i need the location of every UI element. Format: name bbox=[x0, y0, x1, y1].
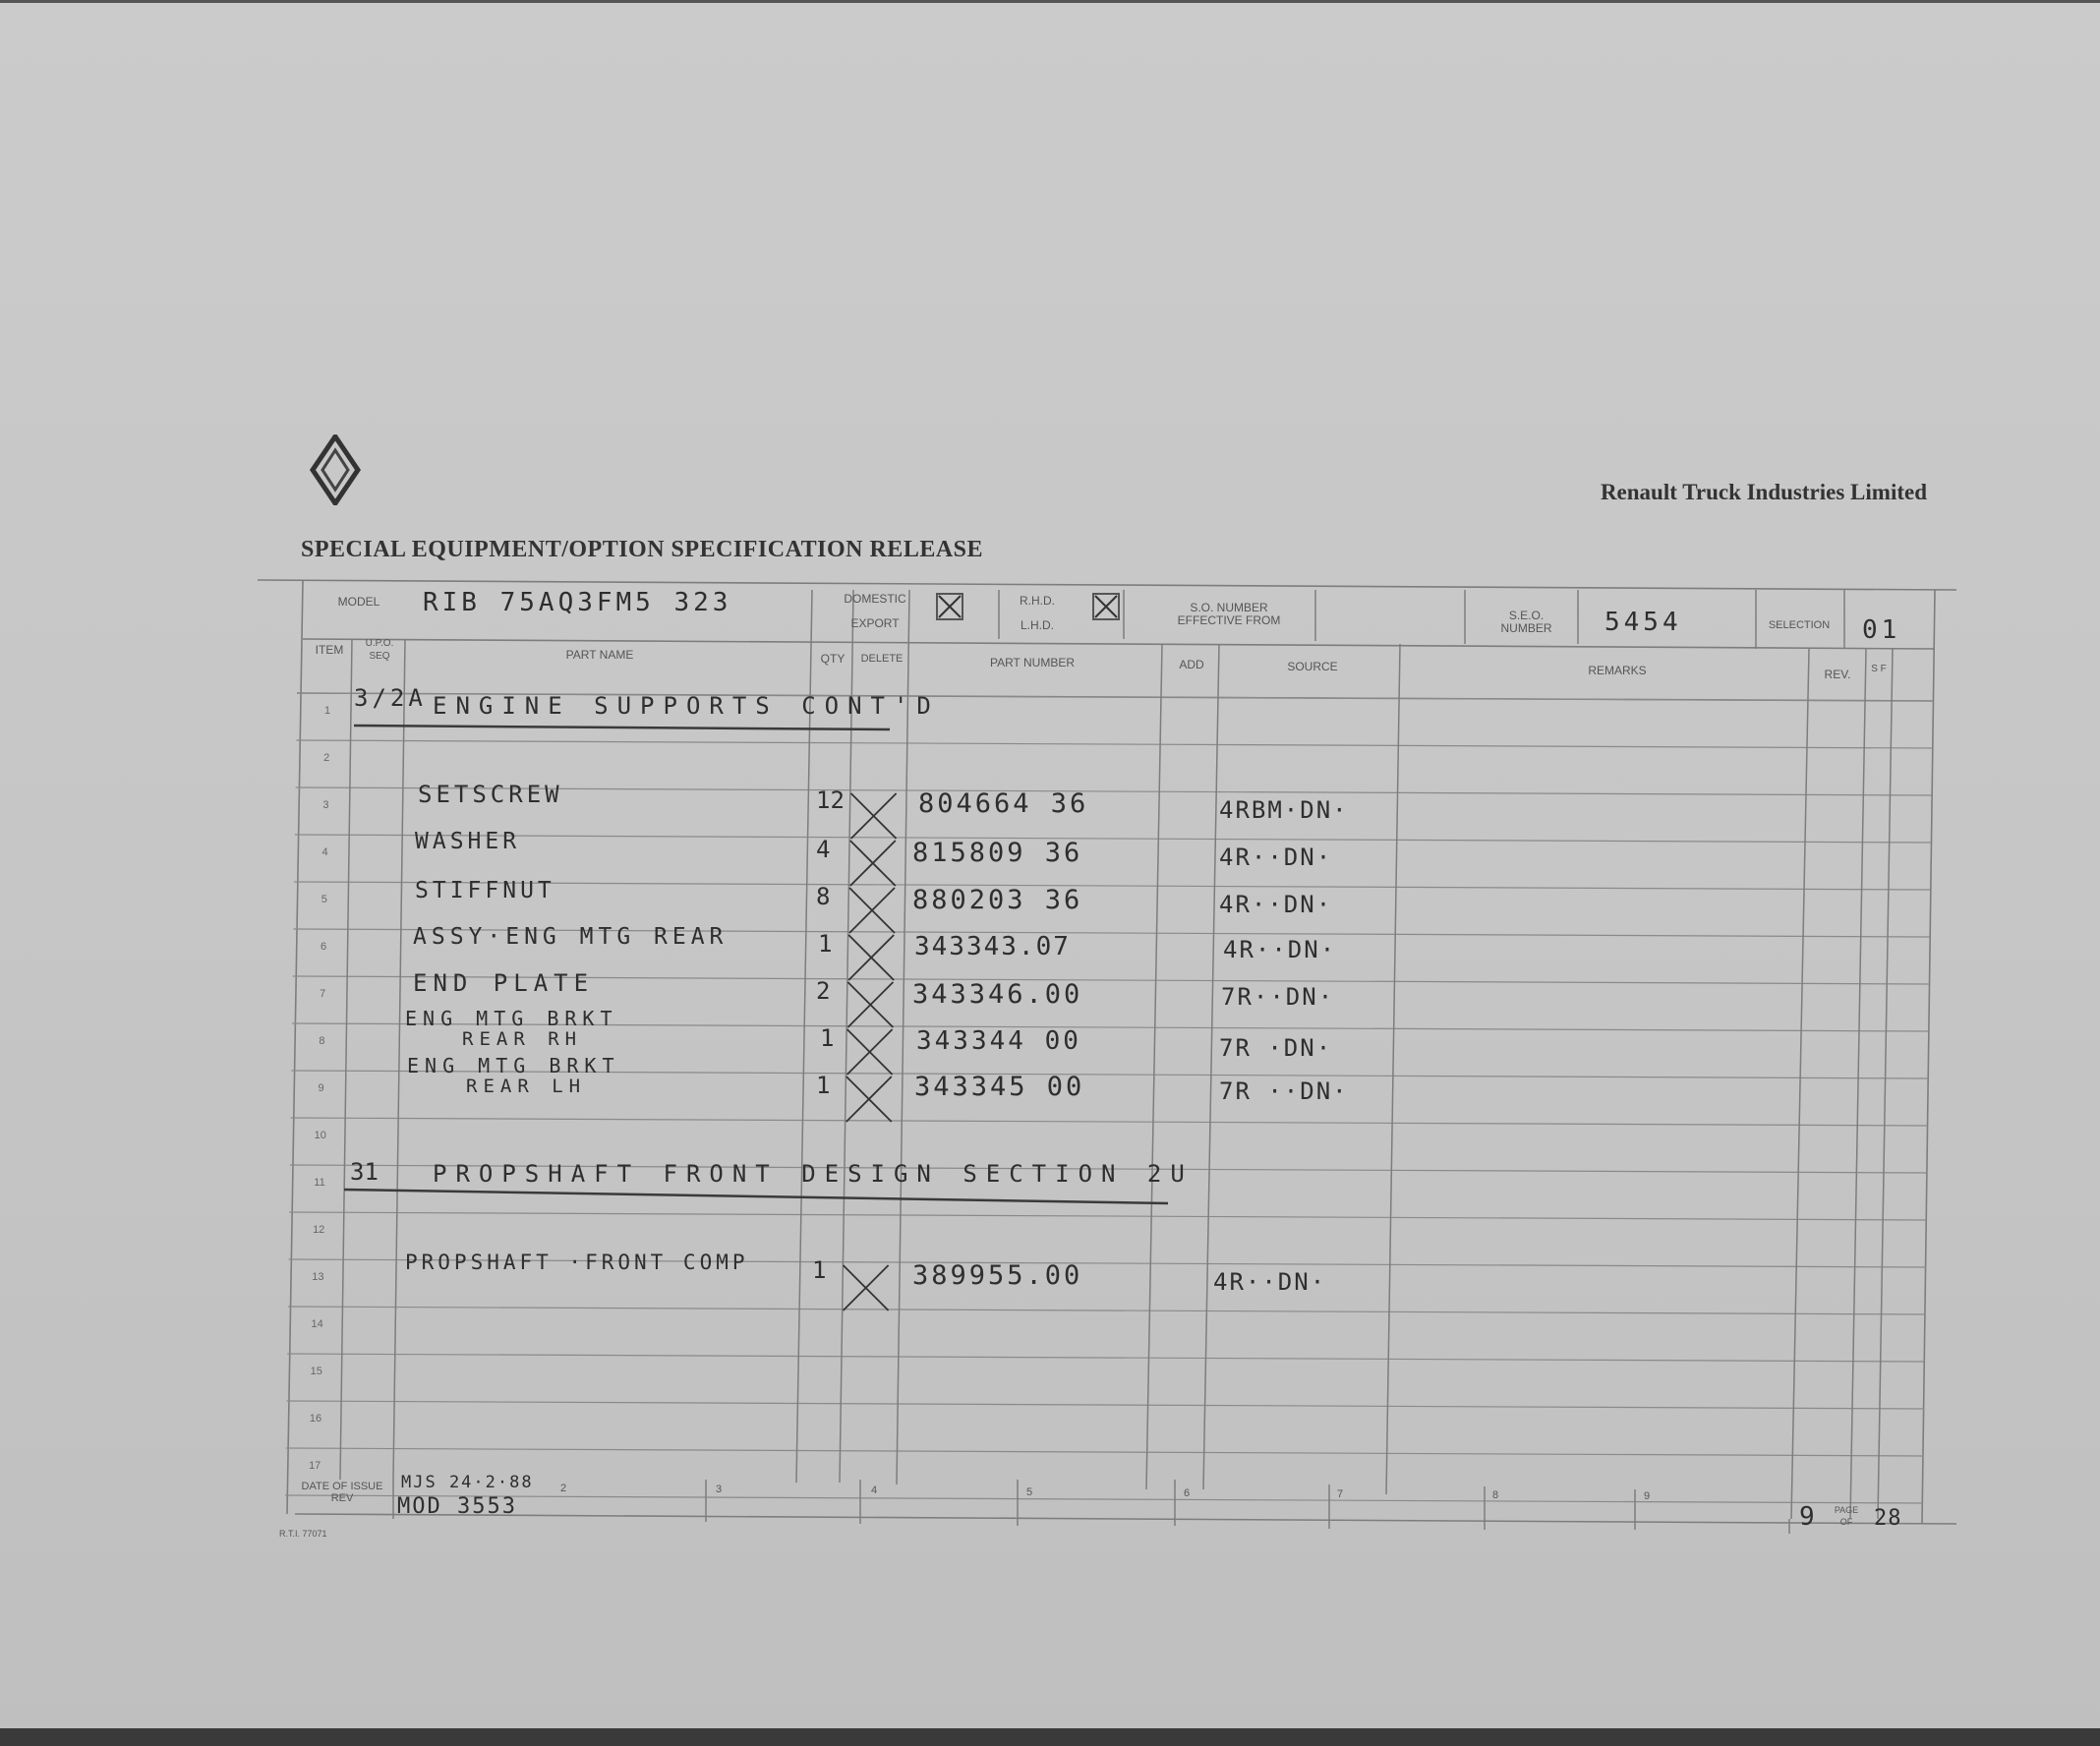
col-upo-seq: U.P.O. SEQ bbox=[365, 638, 394, 662]
seo-number-label: S.E.O. NUMBER bbox=[1500, 609, 1552, 635]
rev-slot-number: 8 bbox=[1491, 1489, 1499, 1502]
row-line bbox=[289, 1212, 1926, 1220]
row-9-source[interactable]: 7R ··DN· bbox=[1219, 1077, 1349, 1105]
rhd-label: R.H.D. bbox=[1020, 594, 1055, 608]
row-line bbox=[291, 1118, 1928, 1126]
row-number: 15 bbox=[310, 1366, 322, 1377]
row-number: 17 bbox=[309, 1460, 321, 1472]
export-label: EXPORT bbox=[850, 616, 900, 630]
row-line bbox=[287, 1401, 1925, 1409]
row-13-number[interactable]: 389955.00 bbox=[912, 1260, 1083, 1291]
row-6-number[interactable]: 343343.07 bbox=[914, 932, 1071, 961]
row-13-part[interactable]: PROPSHAFT ·FRONT COMP bbox=[405, 1251, 749, 1274]
row-1-seq[interactable]: 3/2A bbox=[354, 684, 427, 712]
row-number: 4 bbox=[321, 846, 328, 858]
company-name: Renault Truck Industries Limited bbox=[1600, 480, 1927, 504]
model-value[interactable]: RIB 75AQ3FM5 323 bbox=[423, 588, 732, 617]
lhd-label: L.H.D. bbox=[1020, 618, 1054, 632]
date-value[interactable]: MJS 24·2·88 bbox=[401, 1473, 534, 1492]
col-add: ADD bbox=[1179, 658, 1204, 671]
row-number: 14 bbox=[311, 1318, 323, 1330]
selection-label: SELECTION bbox=[1768, 619, 1831, 631]
page-total[interactable]: 28 bbox=[1874, 1506, 1902, 1531]
row-number: 5 bbox=[321, 894, 327, 905]
row-1-part[interactable]: ENGINE SUPPORTS CONT'D bbox=[433, 692, 940, 720]
domestic-label: DOMESTIC bbox=[844, 592, 906, 606]
so-number-label: S.O. NUMBER EFFECTIVE FROM bbox=[1177, 601, 1281, 627]
row-5-qty[interactable]: 8 bbox=[816, 883, 831, 910]
row-line bbox=[296, 740, 1932, 748]
row-3-source[interactable]: 4RBM·DN· bbox=[1219, 796, 1349, 824]
page-of-label: PAGE OF bbox=[1834, 1505, 1859, 1527]
col-part-name: PART NAME bbox=[565, 648, 634, 662]
rev-slot-number: 9 bbox=[1643, 1490, 1651, 1503]
row-number: 10 bbox=[314, 1130, 326, 1141]
col-item: ITEM bbox=[315, 643, 344, 657]
col-qty: QTY bbox=[820, 652, 846, 666]
row-7-number[interactable]: 343346.00 bbox=[912, 979, 1083, 1010]
row-8-source[interactable]: 7R ·DN· bbox=[1219, 1034, 1333, 1062]
selection-value[interactable]: 01 bbox=[1862, 615, 1901, 645]
row-line bbox=[295, 835, 1931, 843]
row-3-number[interactable]: 804664 36 bbox=[918, 788, 1089, 819]
row-4-part[interactable]: WASHER bbox=[415, 829, 521, 854]
row-number: 6 bbox=[320, 941, 327, 953]
row-7-part[interactable]: END PLATE bbox=[413, 969, 595, 997]
rev-slot-number: 7 bbox=[1336, 1488, 1344, 1500]
row-line bbox=[286, 1448, 1924, 1456]
row-8-part2[interactable]: REAR RH bbox=[462, 1028, 583, 1050]
row-3-part[interactable]: SETSCREW bbox=[418, 781, 563, 808]
row-7-qty[interactable]: 2 bbox=[816, 977, 831, 1005]
mod-value[interactable]: MOD 3553 bbox=[397, 1494, 517, 1519]
row-line bbox=[287, 1354, 1924, 1362]
seo-number-value[interactable]: 5454 bbox=[1604, 608, 1682, 637]
row-5-source[interactable]: 4R··DN· bbox=[1219, 891, 1333, 918]
row-9-part[interactable]: ENG MTG BRKT bbox=[407, 1054, 620, 1077]
row-6-source[interactable]: 4R··DN· bbox=[1223, 936, 1337, 963]
rev-slot-number: 3 bbox=[715, 1484, 723, 1496]
col-rev: REV. bbox=[1824, 668, 1851, 681]
row-9-qty[interactable]: 1 bbox=[816, 1072, 831, 1099]
rev-slot-number: 2 bbox=[559, 1483, 567, 1494]
row-number: 11 bbox=[314, 1177, 325, 1189]
rev-slot-number: 5 bbox=[1025, 1485, 1033, 1498]
form-code: R.T.I. 77071 bbox=[279, 1529, 327, 1539]
row-8-part[interactable]: ENG MTG BRKT bbox=[405, 1007, 618, 1030]
row-line bbox=[288, 1307, 1925, 1314]
row-number: 2 bbox=[323, 752, 330, 764]
row-5-number[interactable]: 880203 36 bbox=[912, 885, 1083, 915]
row-number: 1 bbox=[323, 705, 331, 717]
row-13-qty[interactable]: 1 bbox=[812, 1256, 827, 1284]
row-13-source[interactable]: 4R··DN· bbox=[1213, 1268, 1327, 1296]
row-5-part[interactable]: STIFFNUT bbox=[415, 878, 555, 903]
row-9-number[interactable]: 343345 00 bbox=[914, 1072, 1085, 1102]
col-delete: DELETE bbox=[860, 653, 904, 665]
model-label: MODEL bbox=[337, 595, 380, 609]
row-9-part2[interactable]: REAR LH bbox=[466, 1076, 587, 1097]
row-number: 9 bbox=[318, 1082, 324, 1094]
rev-slot-number: 6 bbox=[1183, 1486, 1191, 1499]
col-remarks: REMARKS bbox=[1588, 664, 1647, 677]
row-6-part[interactable]: ASSY·ENG MTG REAR bbox=[413, 924, 729, 950]
row-11-seq[interactable]: 31 bbox=[350, 1158, 379, 1186]
form-title: SPECIAL EQUIPMENT/OPTION SPECIFICATION RELEASE bbox=[301, 537, 984, 562]
row-line bbox=[285, 1495, 1923, 1503]
row-4-number[interactable]: 815809 36 bbox=[912, 838, 1083, 868]
row-4-source[interactable]: 4R··DN· bbox=[1219, 844, 1333, 871]
row-number: 8 bbox=[319, 1035, 325, 1047]
row-number: 16 bbox=[309, 1413, 322, 1425]
col-source: SOURCE bbox=[1287, 660, 1338, 673]
row-4-qty[interactable]: 4 bbox=[816, 836, 831, 863]
row-6-qty[interactable]: 1 bbox=[818, 930, 833, 958]
row-11-part[interactable]: PROPSHAFT FRONT DESIGN SECTION 2U bbox=[433, 1160, 1194, 1188]
row-number: 13 bbox=[312, 1271, 324, 1283]
col-part-number: PART NUMBER bbox=[989, 656, 1075, 669]
scan-bottom-edge bbox=[0, 1728, 2100, 1746]
rev-slot-number: 4 bbox=[870, 1484, 878, 1497]
page-number[interactable]: 9 bbox=[1799, 1502, 1815, 1532]
row-number: 12 bbox=[313, 1224, 325, 1236]
row-3-qty[interactable]: 12 bbox=[816, 786, 845, 814]
row-number: 3 bbox=[322, 799, 329, 811]
col-sf: S F bbox=[1871, 664, 1887, 674]
row-8-qty[interactable]: 1 bbox=[820, 1024, 835, 1052]
row-7-source[interactable]: 7R··DN· bbox=[1221, 983, 1335, 1011]
row-8-number[interactable]: 343344 00 bbox=[916, 1026, 1081, 1056]
row-number: 7 bbox=[320, 988, 326, 1000]
date-of-issue-label: DATE OF ISSUE REV bbox=[301, 1481, 383, 1504]
